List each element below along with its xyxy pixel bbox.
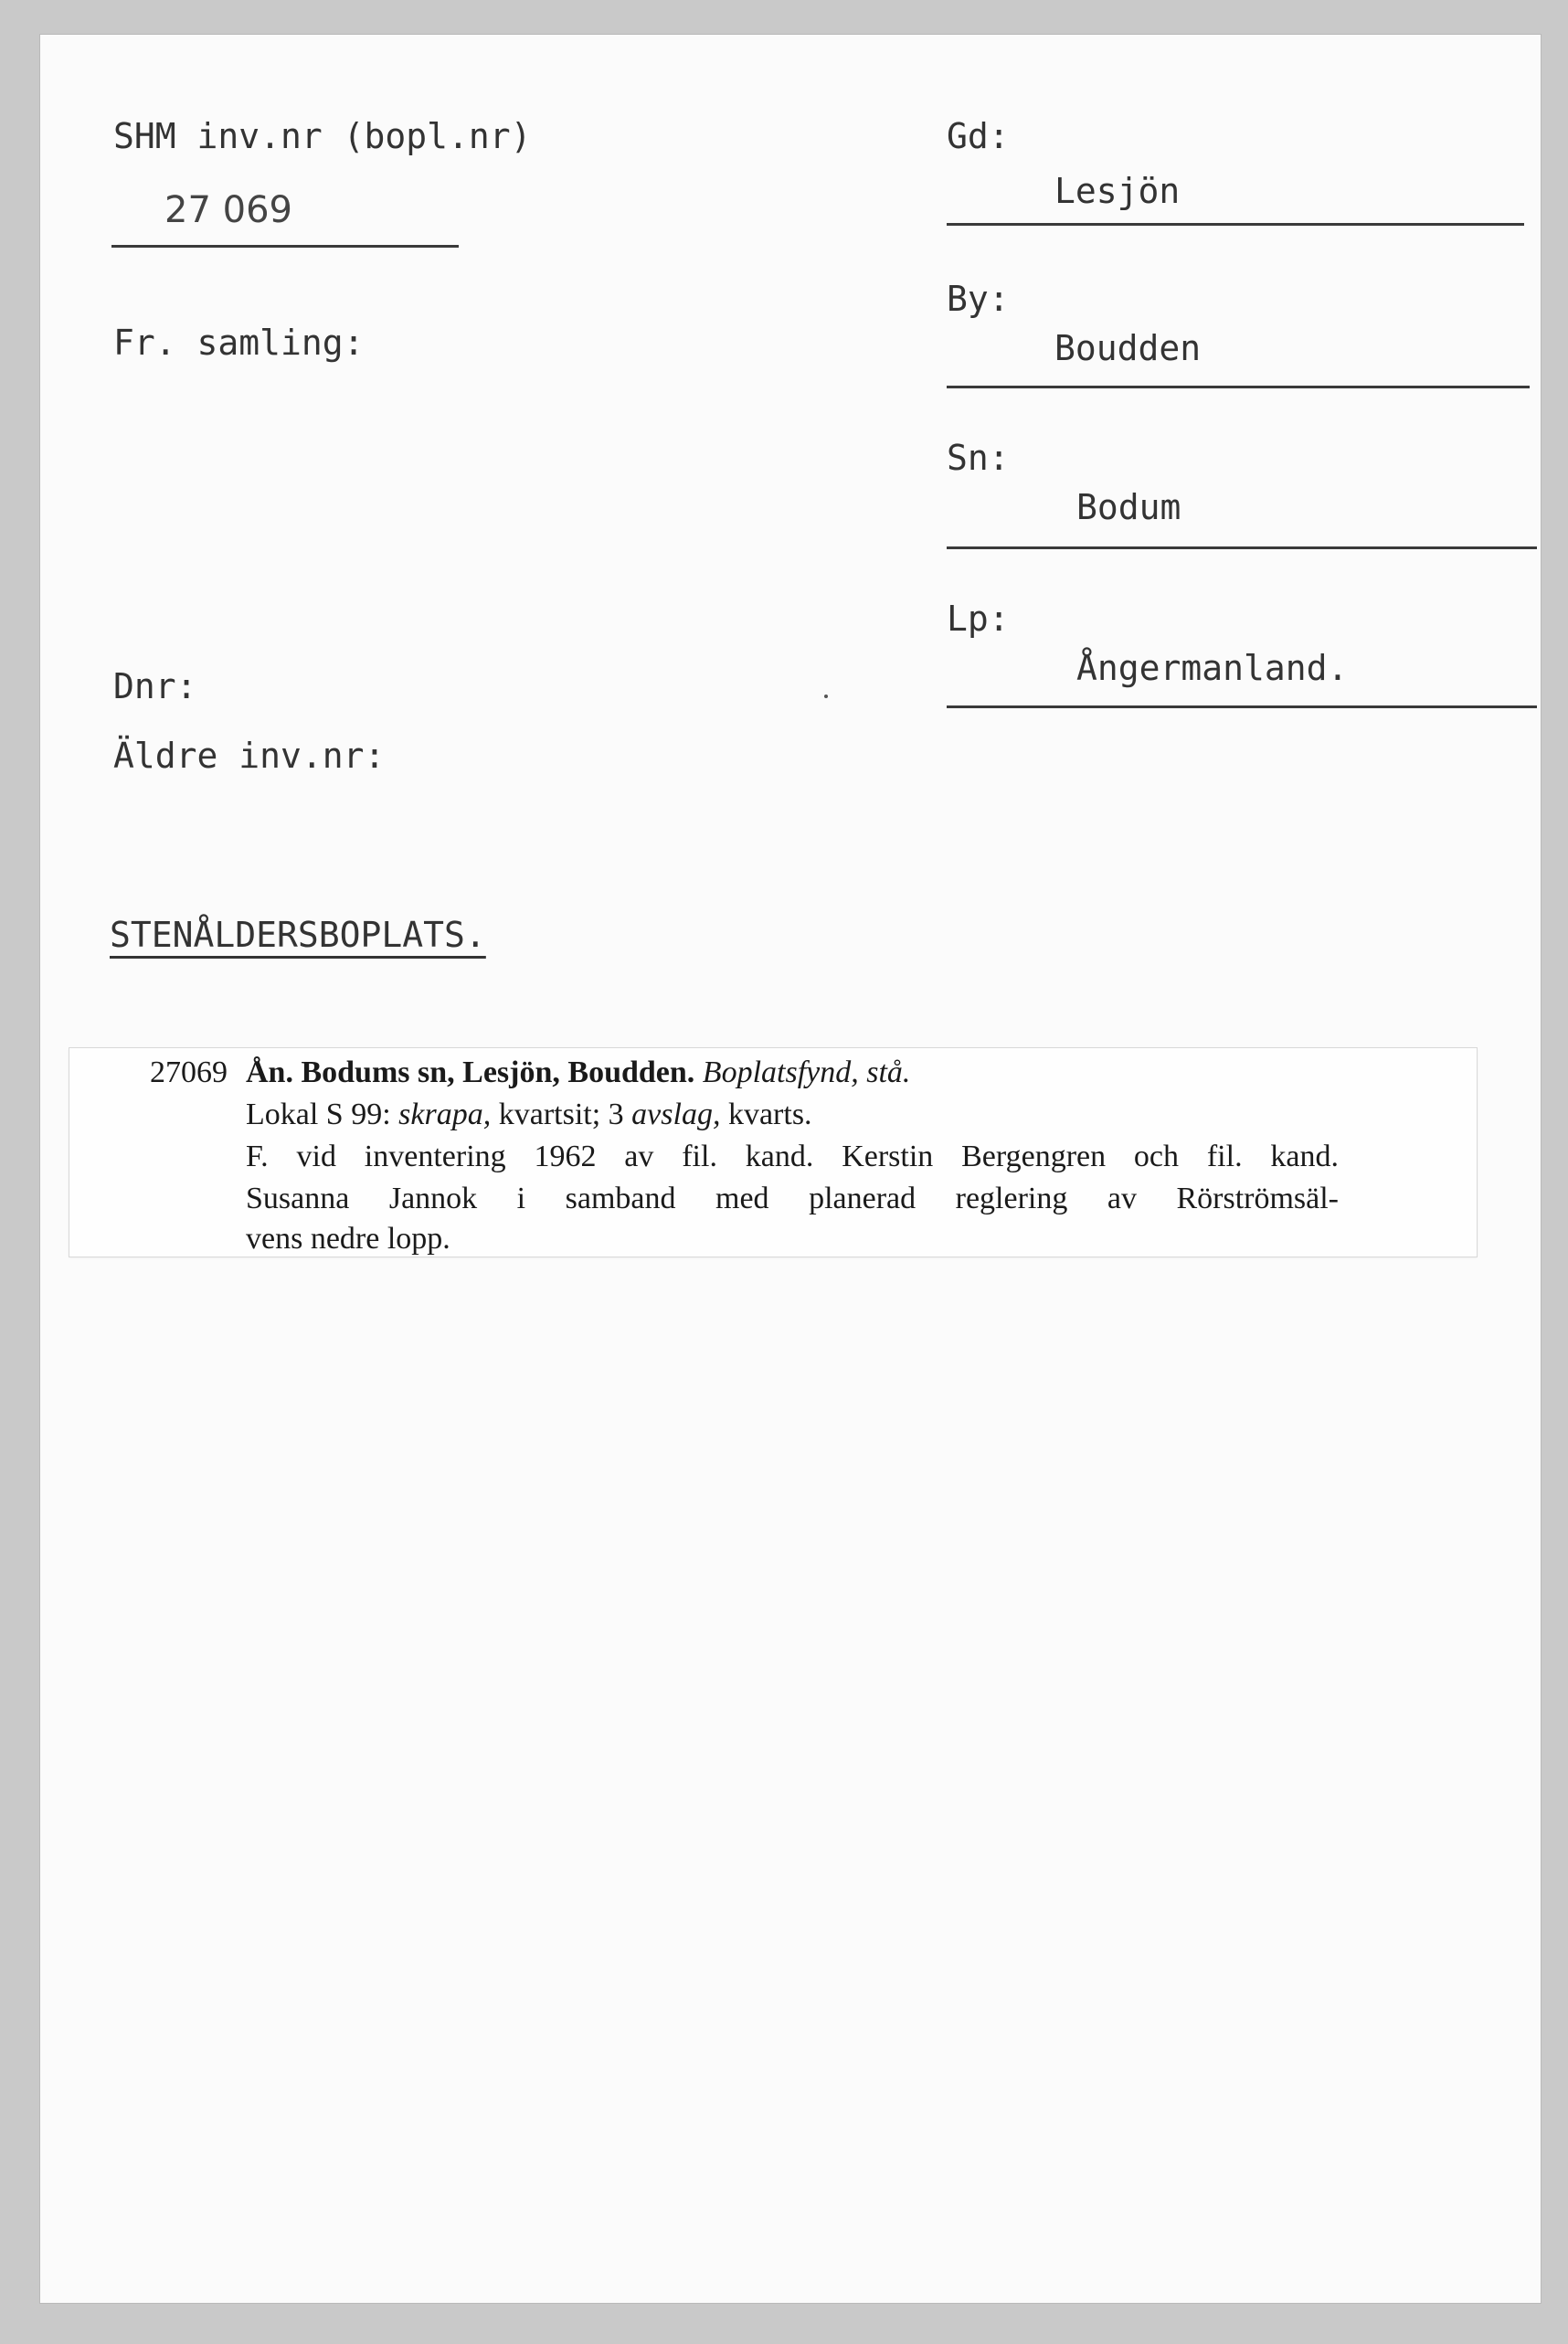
gd-label: Gd: [947,116,1010,156]
slip-avslag: avslag, [631,1098,721,1131]
stray-dot [824,695,828,698]
lp-label: Lp: [947,599,1010,639]
slip-kvarts: kvarts. [727,1098,812,1131]
inv-underline [111,245,459,248]
slip-line-2 [246,1099,812,1130]
sn-value: Bodum [1076,487,1181,527]
printed-slip [69,1048,1477,1257]
inv-value: 27 069 [164,189,292,231]
lp-value: Ångermanland. [1076,648,1349,688]
dnr-label: Dnr: [113,666,197,706]
by-rule [947,386,1530,388]
slip-finder-text: F. vid inventering 1962 av fil. kand. Kerstin Bergengren och fil. kand. [246,1140,1339,1173]
slip-skrapa: skrapa, [398,1098,492,1131]
gd-rule [947,223,1524,226]
aldre-inv-label: Äldre inv.nr: [113,736,386,776]
fr-samling-label: Fr. samling: [113,323,365,363]
slip-kvartsit: kvartsit; 3 [498,1098,624,1131]
slip-title: Ån. Bodums sn, Lesjön, Boudden. [246,1055,695,1089]
section-heading: STENÅLDERSBOPLATS. [110,915,486,955]
slip-category: Boplatsfynd, stå. [702,1055,911,1089]
slip-number: 27069 [150,1055,228,1089]
slip-line-3 [246,1141,1339,1172]
slip-context-text: Susanna Jannok i samband med planerad reglering av Rörströmsäl- [246,1182,1339,1215]
slip-line-1 [246,1057,910,1088]
slip-line-4 [246,1183,1339,1214]
gd-value: Lesjön [1054,171,1181,211]
slip-lokal: Lokal S 99: [246,1098,391,1131]
lp-rule [947,705,1537,708]
inv-label: SHM inv.nr (bopl.nr) [113,116,532,156]
by-label: By: [947,279,1010,319]
sn-label: Sn: [947,438,1010,478]
by-value: Boudden [1054,328,1202,368]
slip-line-5 [246,1224,450,1255]
sn-rule [947,546,1537,549]
slip-end-text: vens nedre lopp. [246,1222,450,1256]
